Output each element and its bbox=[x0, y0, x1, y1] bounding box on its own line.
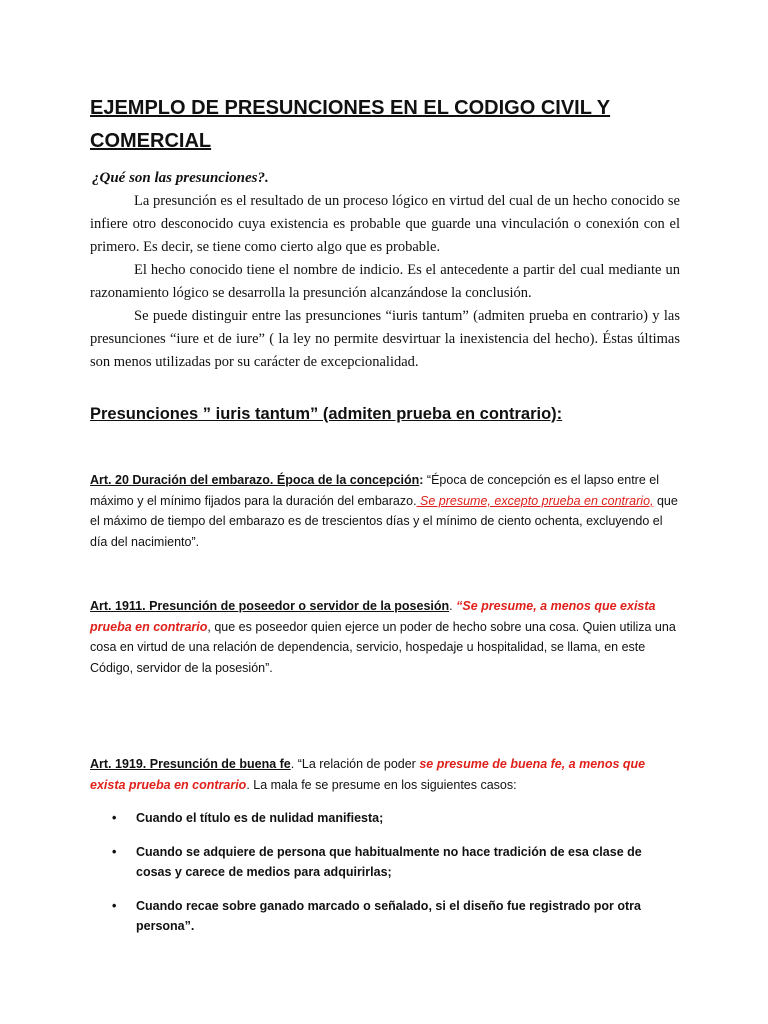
article-1911-text: , que es poseedor quien ejerce un poder de hecho sobre una cosa. Quien utiliza una cosa en virtud de una relación de dependencia, servicio, hospedaje u hospitalidad, se llama, en este Código, servidor de la posesión”. bbox=[90, 619, 676, 675]
article-20-text-1: “Época de concepción es el lapso entre el máximo y el mínimo fijados para la duración del embarazo. bbox=[90, 473, 660, 508]
article-20-heading: Art. 20 Duración del embarazo. Época de la concepción bbox=[90, 473, 420, 487]
article-1919-highlight: se presume de buena fe, a menos que exista prueba en contrario bbox=[90, 757, 646, 792]
case-text: Cuando el título es de nulidad manifiesta; bbox=[136, 811, 384, 825]
bad-faith-cases-list bbox=[90, 808, 680, 950]
article-1919 bbox=[90, 754, 680, 795]
article-1919-heading: Art. 1919. Presunción de buena fe bbox=[90, 757, 291, 771]
intro-paragraph-2: El hecho conocido tiene el nombre de indicio. Es el antecedente a partir del cual mediante un razonamiento lógico se desarrolla la presunción alcanzándose la conclusión. bbox=[90, 262, 680, 301]
list-item bbox=[90, 842, 680, 883]
intro-body bbox=[90, 190, 680, 374]
article-1911-highlight: “Se presume, a menos que exista prueba en contrario bbox=[90, 599, 656, 634]
article-1919-text-2: . La mala fe se presume en los siguientes casos: bbox=[246, 777, 517, 792]
article-1911-heading: Art. 1911. Presunción de poseedor o servidor de la posesión bbox=[90, 599, 450, 613]
document-title: EJEMPLO DE PRESUNCIONES EN EL CODIGO CIVIL Y COMERCIAL bbox=[90, 97, 611, 152]
intro-paragraph-1: La presunción es el resultado de un proceso lógico en virtud del cual de un hecho conocido se infiere otro desconocido cuya existencia es probable que guarde una vinculación o conexión con el primero. Es decir, se tiene como cierto algo que es probable. bbox=[90, 193, 680, 255]
article-1911 bbox=[90, 596, 680, 678]
case-text: Cuando se adquiere de persona que habitualmente no hace tradición de esa clase de cosas y carece de medios para adquirirlas; bbox=[136, 844, 642, 879]
intro-paragraph-3: Se puede distinguir entre las presunciones “iuris tantum” (admiten prueba en contrario) y las presunciones “iure et de iure” ( la ley no permite desvirtuar la inexistencia del hecho). Éstas últimas son menos utilizadas por su carácter de excepcionalidad. bbox=[90, 308, 680, 370]
list-item bbox=[90, 896, 680, 937]
list-item bbox=[90, 808, 680, 829]
bullet-icon: • bbox=[112, 811, 117, 825]
article-20-text-2: que el máximo de tiempo del embarazo es de trescientos días y el mínimo de ciento ochenta, excluyendo el día del nacimiento”. bbox=[90, 493, 678, 549]
intro-question: ¿Qué son las presunciones?. bbox=[92, 170, 269, 186]
article-1911-dot: . bbox=[449, 599, 457, 613]
article-1919-text-1: . “La relación de poder bbox=[290, 757, 420, 771]
article-20 bbox=[90, 470, 680, 552]
section-heading: Presunciones ” iuris tantum” (admiten prueba en contrario): bbox=[90, 405, 563, 423]
bullet-icon: • bbox=[112, 898, 117, 913]
article-20-highlight: Se presume, excepto prueba en contrario, bbox=[416, 493, 654, 508]
case-text: Cuando recae sobre ganado marcado o señalado, si el diseño fue registrado por otra persona”. bbox=[136, 898, 641, 933]
article-20-colon: : bbox=[419, 473, 424, 487]
bullet-icon: • bbox=[112, 844, 117, 859]
